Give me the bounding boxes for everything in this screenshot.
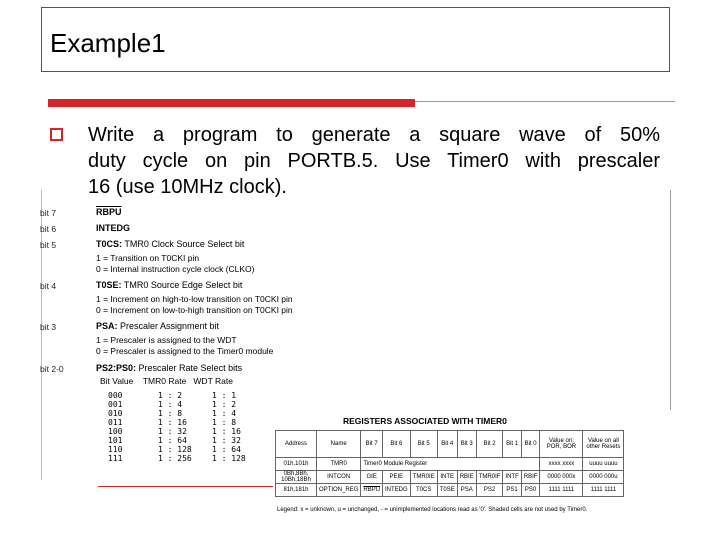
registers-table-panel: [273, 410, 703, 520]
bit-value-column: 000 001 010 011 100 101 110 111: [108, 391, 123, 463]
registers-legend: Legend: x = unknown, u = unchanged, - = unimplemented locations read as '0'. Shaded cells are not used by Timer0.: [277, 507, 588, 513]
bit-option: 0 = Internal instruction cycle clock (CLKO): [96, 264, 255, 274]
registers-table: [275, 430, 624, 497]
table-header-row: Address Name Bit 7 Bit 6 Bit 5 Bit 4 Bit 3 Bit 2 Bit 1 Bit 0 Value on: POR, BOR Value on all other Resets: [276, 431, 624, 458]
bit-name: INTEDG: [96, 223, 131, 233]
bit-option: 0 = Increment on low-to-high transition on T0CKI pin: [96, 305, 293, 315]
bit-option: 1 = Transition on T0CKI pin: [96, 253, 200, 263]
bit-number: bit 4: [40, 281, 57, 291]
bullet-line: Write a program to generate a square wave of 50%: [88, 124, 660, 146]
divider-line: [415, 101, 675, 102]
bullet-line: duty cycle on pin PORTB.5. Use Timer0 with prescaler: [88, 150, 660, 172]
table-row: 81h,181h OPTION_REG RBPU INTEDG T0CS T0SE PSA PS2 PS1 PS0 1111 1111 1111 1111: [276, 484, 624, 497]
bit-number: bit 2-0: [40, 364, 64, 374]
bit-name: PSA: Prescaler Assignment bit: [96, 321, 220, 331]
tmr0-rate-column: 1 : 2 1 : 4 1 : 8 1 : 16 1 : 32 1 : 64 1 : 128 1 : 256: [158, 391, 192, 463]
frame-edge-bottom: [98, 486, 273, 487]
slide-title: Example1: [50, 28, 166, 58]
bit-number: bit 5: [40, 240, 57, 250]
bit-name: RBPU: [96, 207, 122, 217]
bit-number: bit 7: [40, 208, 57, 218]
registers-title: REGISTERS ASSOCIATED WITH TIMER0: [343, 416, 507, 426]
bullet-square-icon: [50, 128, 63, 141]
rate-table-header: Bit Value TMR0 Rate WDT Rate: [100, 376, 233, 386]
frame-edge-right: [670, 190, 671, 410]
accent-bar: [48, 99, 415, 107]
title-box: [41, 7, 670, 72]
bit-option: 0 = Prescaler is assigned to the Timer0 module: [96, 346, 274, 356]
bit-option: 1 = Prescaler is assigned to the WDT: [96, 335, 237, 345]
bullet-line: 16 (use 10MHz clock).: [88, 176, 287, 198]
table-row: 0Bh,8Bh, 10Bh,18Bh INTCON GIE PEIE TMR0IE INTE RBIE TMR0IF INTF RBIF 0000 000x 0000 000u: [276, 471, 624, 484]
bit-number: bit 3: [40, 322, 57, 332]
bit-option: 1 = Increment on high-to-low transition on T0CKI pin: [96, 294, 293, 304]
bit-number: bit 6: [40, 224, 57, 234]
bit-name: PS2:PS0: Prescaler Rate Select bits: [96, 363, 243, 373]
wdt-rate-column: 1 : 1 1 : 2 1 : 4 1 : 8 1 : 16 1 : 32 1 : 64 1 : 128: [212, 391, 246, 463]
table-row: 01h,101h TMR0 Timer0 Module Register xxxx xxxx uuuu uuuu: [276, 458, 624, 471]
bit-name: T0CS: TMR0 Clock Source Select bit: [96, 239, 245, 249]
bullet-text: [88, 122, 660, 200]
bit-name: T0SE: TMR0 Source Edge Select bit: [96, 280, 243, 290]
